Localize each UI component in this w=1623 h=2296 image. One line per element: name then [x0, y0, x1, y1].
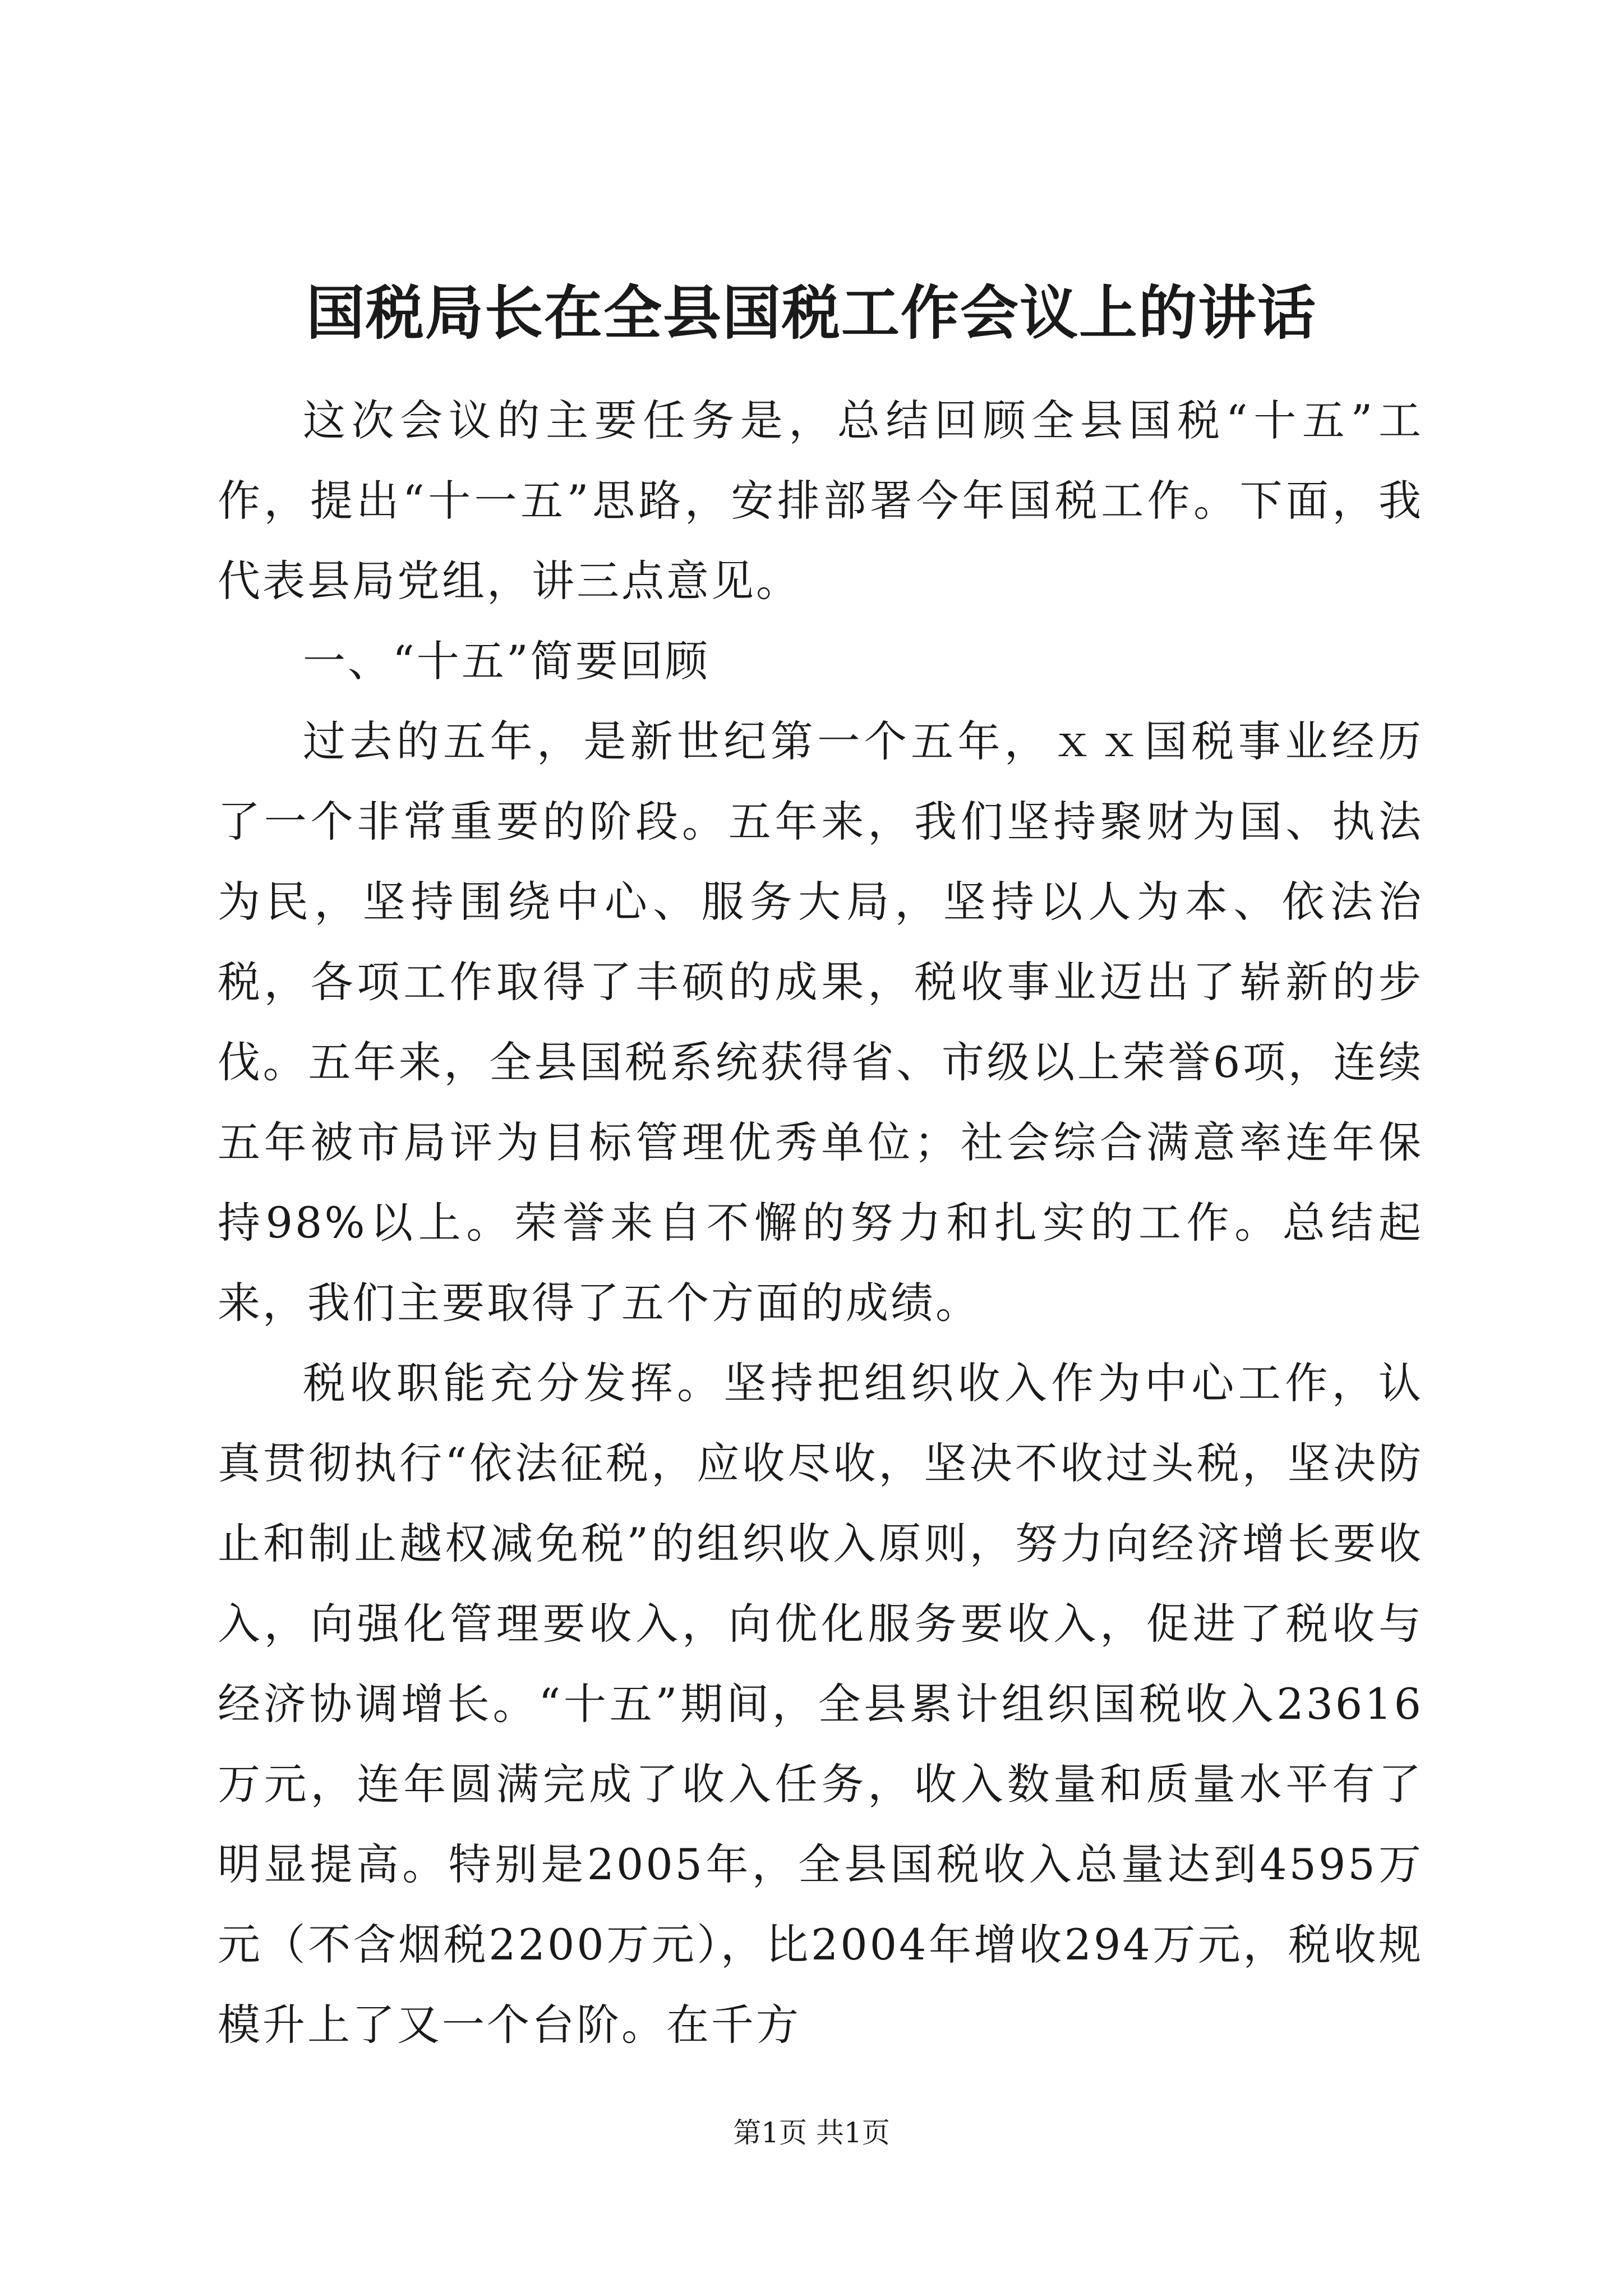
paragraph-review: 过去的五年，是新世纪第一个五年，ｘｘ国税事业经历了一个非常重要的阶段。五年来，我们坚持聚财为国、执法为民，坚持围绕中心、服务大局，坚持以人为本、依法治税，各项工作取得了丰硕的成果，税收事业迈出了崭新的步伐。五年来，全县国税系统获得省、市级以上荣誉6项，连续五年被市局评为目标管理优秀单位；社会综合满意率连年保持98%以上。荣誉来自不懈的努力和扎实的工作。总结起来，我们主要取得了五个方面的成绩。: [218, 716, 1423, 1328]
section-heading-1: 一、“十五”简要回顾: [303, 636, 710, 686]
paragraph-tax-function: 税收职能充分发挥。坚持把组织收入作为中心工作，认真贯彻执行“依法征税，应收尽收，坚决不收过头税，坚决防止和制止越权减免税”的组织收入原则，努力向经济增长要收入，向强化管理要收入，向优化服务要收入，促进了税收与经济协调增长。“十五”期间，全县累计组织国税收入23616万元，连年圆满完成了收入任务，收入数量和质量水平有了明显提高。特别是2005年，全县国税收入总量达到4595万元（不含烟税2200万元），比2004年增收294万元，税收规模升上了又一个台阶。在千方: [218, 1358, 1423, 2050]
document-title: 国税局长在全县国税工作会议上的讲话: [306, 278, 1317, 347]
paragraph-intro: 这次会议的主要任务是，总结回顾全县国税“十五”工作，提出“十一五”思路，安排部署今年国税工作。下面，我代表县局党组，讲三点意见。: [218, 395, 1423, 606]
document-body: [218, 380, 1423, 2065]
page-footer: 第1页 共1页: [733, 2116, 890, 2149]
